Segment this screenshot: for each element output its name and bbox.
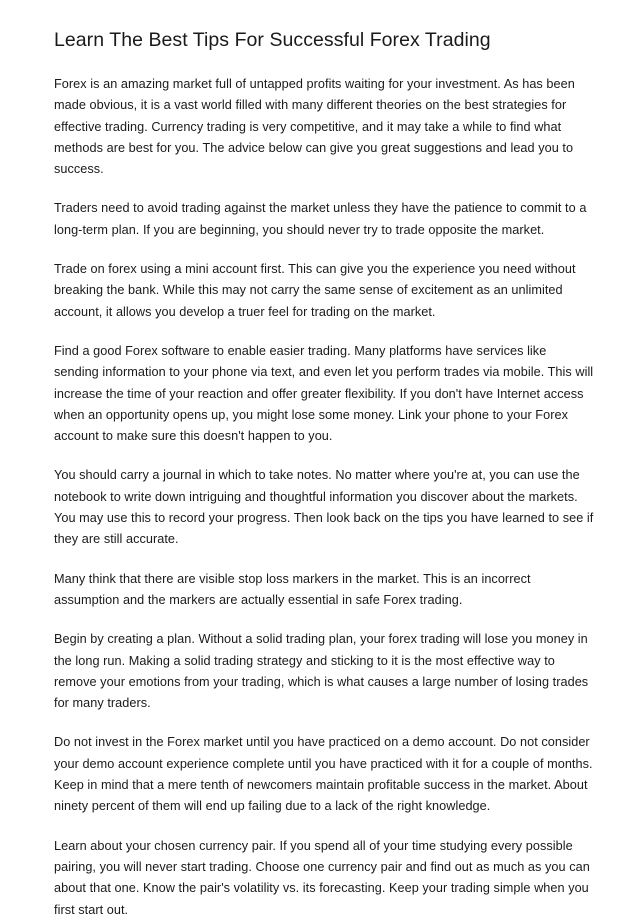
page-title: Learn The Best Tips For Successful Forex Trading — [54, 29, 491, 51]
paragraph-forex-software: Find a good Forex software to enable easier trading. Many platforms have services like sending information to your phone via text, and even let you perform trades via mobile. This will increase the time of your reaction and offer greater flexibility. If you don't have Internet access when an opportunity opens up, you might lose some money. Link your phone to your Forex account to make sure this doesn't happen to you. — [54, 343, 594, 444]
paragraph-intro: Forex is an amazing market full of untapped profits waiting for your investment. As has been made obvious, it is a vast world filled with many different theories on the best strategies for effective trading. Currency trading is very competitive, and it may take a while to find what methods are best for you. The advice below can give you great suggestions and lead you to success. — [54, 77, 575, 177]
paragraph-mini-account: Trade on forex using a mini account first. This can give you the experience you need without breaking the bank. While this may not carry the same sense of excitement as an unlimited account, it allows you develop a truer feel for trading on the market. — [54, 262, 576, 319]
paragraph-currency-pair: Learn about your chosen currency pair. If you spend all of your time studying every possible pairing, you will never start trading. Choose one currency pair and find out as much as you can about that one. Know the pair's volatility vs. its forecasting. Keep your trading simple when you first start out. — [54, 838, 590, 917]
document-page — [54, 28, 594, 921]
paragraph-journal: You should carry a journal in which to take notes. No matter where you're at, you can use the notebook to write down intriguing and thoughtful information you discover about the markets. You may use this to record your progress. Then look back on the tips you have learned to see if they are still accurate. — [54, 468, 594, 547]
paragraph-avoid-trading-against-market: Traders need to avoid trading against the market unless they have the patience to commit to a long-term plan. If you are beginning, you should never try to trade opposite the market. — [54, 201, 587, 237]
paragraph-create-plan: Begin by creating a plan. Without a solid trading plan, your forex trading will lose you money in the long run. Making a solid trading strategy and sticking to it is the most effective way to remove your emotions from your trading, which is what causes a large number of losing trades for many traders. — [54, 632, 589, 711]
paragraph-stop-loss-markers: Many think that there are visible stop loss markers in the market. This is an incorrect assumption and the markers are actually essential in safe Forex trading. — [54, 571, 531, 607]
paragraph-demo-account: Do not invest in the Forex market until you have practiced on a demo account. Do not consider your demo account experience complete until you have practiced with it for a couple of months. Keep in mind that a mere tenth of newcomers maintain profitable success in the market. About ninety percent of them will end up failing due to a lack of the right knowledge. — [54, 735, 593, 814]
